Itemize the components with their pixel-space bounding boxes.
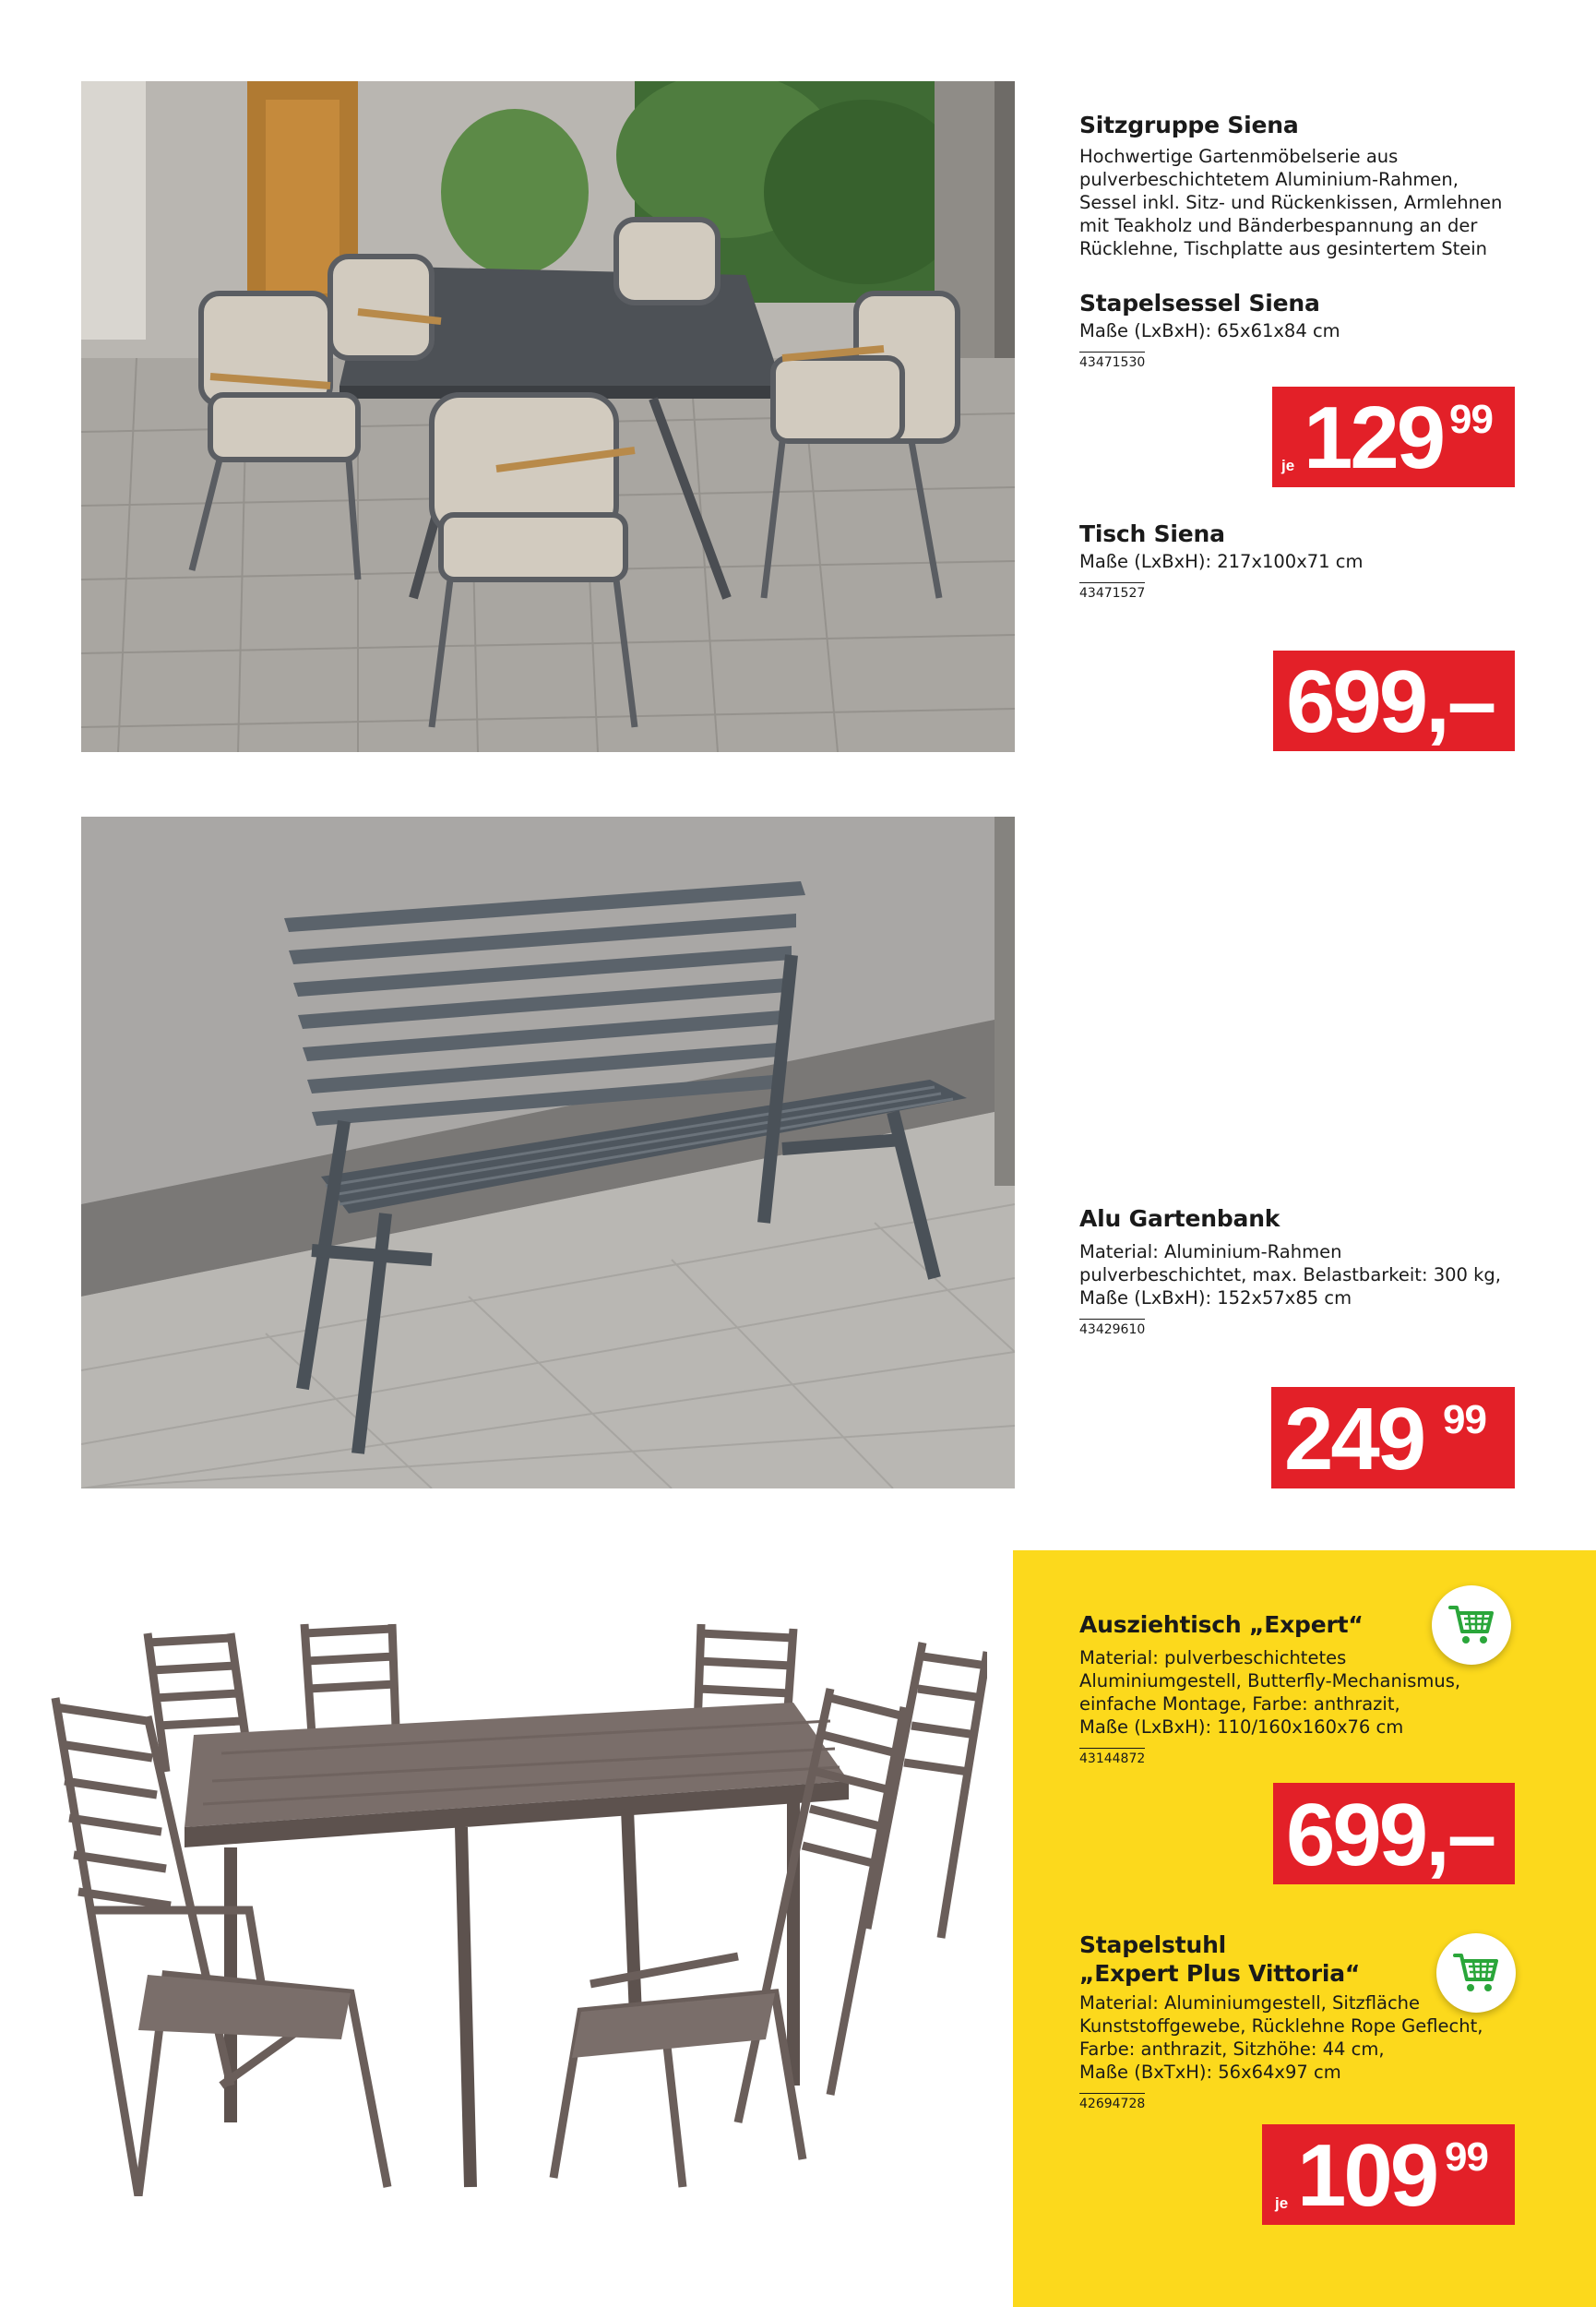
price-main: 249 [1284, 1390, 1424, 1488]
shopping-cart-icon [1453, 1952, 1499, 1994]
product-title: Ausziehtisch „Expert“ [1079, 1611, 1364, 1638]
vittoria-chair-price [1262, 2124, 1515, 2225]
price-cents: 99 [1445, 2134, 1488, 2180]
siena-table-info [1079, 520, 1559, 602]
article-number: 43471530 [1079, 352, 1145, 371]
price-cents: 99 [1449, 397, 1493, 442]
shopping-cart-icon [1448, 1604, 1495, 1646]
expert-table-cart-badge[interactable] [1432, 1585, 1511, 1665]
article-number: 43144872 [1079, 1748, 1145, 1767]
siena-set-photo [81, 81, 1015, 752]
expert-set-photo [37, 1606, 987, 2196]
siena-chair-price [1272, 387, 1515, 487]
vittoria-chair-cart-badge[interactable] [1436, 1933, 1516, 2013]
price-cents: 99 [1443, 1397, 1486, 1442]
product-title: Stapelsessel Siena [1079, 290, 1320, 317]
price-main: 699,– [1286, 652, 1495, 751]
alu-bench-info [1079, 1204, 1559, 1338]
price-main: 129 [1304, 388, 1444, 487]
product-description: Material: Aluminiumgestell, Sitzfläche Kunststoffgewebe, Rücklehne Rope Geflecht, Farbe: anthrazit, Sitzhöhe: 44 cm, Maße (BxTxH): 56x64x97 cm [1079, 1992, 1483, 2083]
price-prefix: je [1275, 2194, 1289, 2212]
price-main: 109 [1297, 2126, 1437, 2225]
product-title: Alu Gartenbank [1079, 1205, 1280, 1232]
alu-bench-photo [81, 817, 1015, 1488]
product-description: Material: Aluminium-Rahmen pulverbeschichtet, max. Belastbarkeit: 300 kg, Maße (LxBxH): 152x57x85 cm [1079, 1241, 1501, 1309]
siena-table-price [1273, 651, 1515, 751]
expert-table-price [1273, 1783, 1515, 1884]
price-prefix: je [1281, 457, 1295, 474]
product-title: Sitzgruppe Siena [1079, 112, 1299, 138]
siena-group-info [1079, 111, 1559, 260]
product-description: Hochwertige Gartenmöbelserie aus pulverbeschichtetem Aluminium-Rahmen, Sessel inkl. Sitz- und Rückenkissen, Armlehnen mit Teakholz und Bänderbespannung an der Rücklehne, Tischplatte aus gesintertem Stein [1079, 146, 1503, 259]
product-description: Maße (LxBxH): 65x61x84 cm [1079, 320, 1340, 341]
article-number: 43471527 [1079, 582, 1145, 602]
product-description: Maße (LxBxH): 217x100x71 cm [1079, 551, 1364, 572]
product-title: Tisch Siena [1079, 520, 1225, 547]
article-number: 42694728 [1079, 2093, 1145, 2112]
siena-chair-info [1079, 289, 1559, 371]
product-description: Material: pulverbeschichtetes Aluminiumgestell, Butterfly-Mechanismus, einfache Montage, Farbe: anthrazit, Maße (LxBxH): 110/160x160x76 cm [1079, 1647, 1461, 1738]
article-number: 43429610 [1079, 1319, 1145, 1338]
price-main: 699,– [1286, 1786, 1495, 1884]
alu-bench-price [1271, 1387, 1515, 1488]
product-title: Stapelstuhl „Expert Plus Vittoria“ [1079, 1931, 1361, 1987]
